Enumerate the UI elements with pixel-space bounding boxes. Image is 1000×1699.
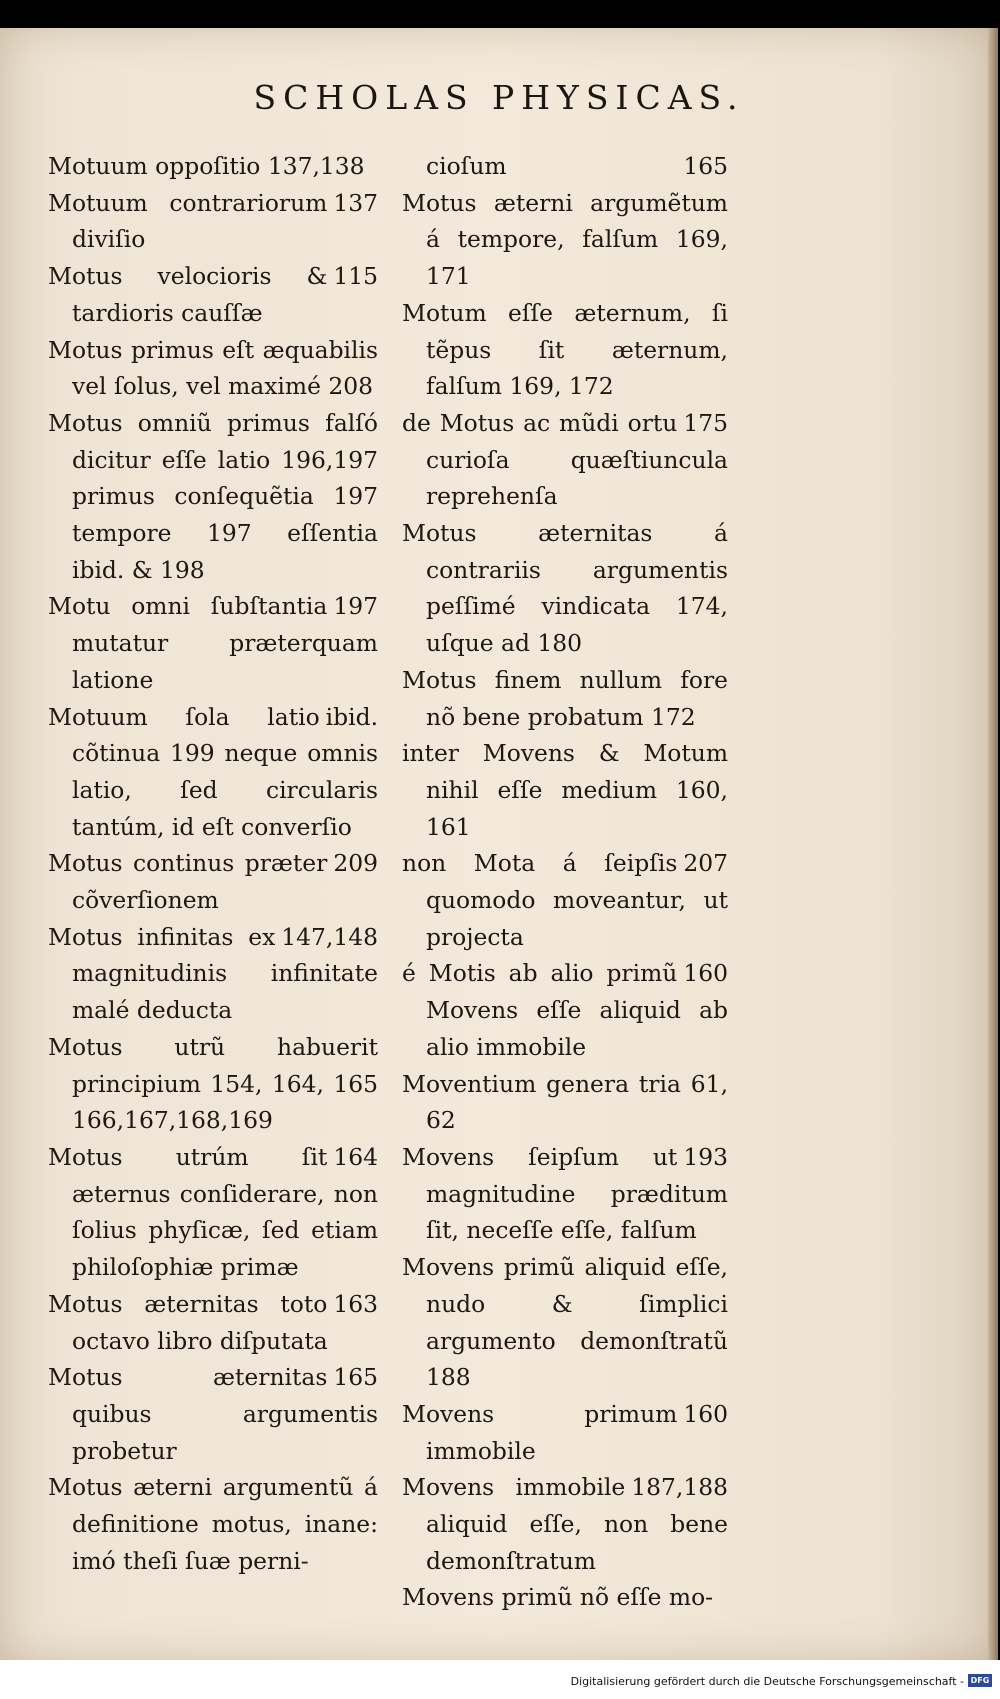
page-reference: 175 [683, 408, 728, 437]
entry-text: é Motis ab alio primũ Movens eſſe aliquid ab alio immobile [402, 959, 728, 1061]
index-entry [48, 332, 378, 405]
page-edge [988, 28, 998, 1660]
entry-text: Motus primus eſt æquabilis vel ſolus, vel maximé 208 [48, 335, 378, 401]
page-reference: 160 [683, 1399, 728, 1428]
entry-text: Motus infinitas ex magnitudinis infinitate malé deducta [48, 922, 378, 1025]
index-entry [48, 1029, 378, 1139]
entry-text: Motus utrúm ſit æternus conſiderare, non ſolius phyſicæ, ſed etiam philoſophiæ primæ [48, 1142, 378, 1282]
index-entry [402, 1396, 728, 1469]
index-entry [402, 1249, 728, 1396]
entry-text: Movens ſeipſum ut magnitudine præditum ſit, neceſſe eſſe, falſum [402, 1142, 728, 1245]
index-entry [402, 295, 728, 405]
book-page [0, 28, 998, 1660]
entry-text: Motus finem nullum fore nõ bene probatum 172 [402, 665, 728, 731]
entry-text: Motuum contrariorum diviſio [48, 188, 328, 254]
index-entry [402, 845, 728, 955]
entry-text: Motus æterni argumẽtum á tempore, falſum 169, 171 [402, 188, 728, 291]
index-entry [48, 258, 378, 331]
entry-text: Movens primũ aliquid eſſe, nudo & ſimplici argumento demonſtratũ 188 [402, 1253, 728, 1392]
index-entry [48, 405, 378, 589]
page-reference: 207 [683, 849, 728, 878]
index-entry [402, 515, 728, 662]
page-reference: 197 [333, 592, 378, 621]
footer-bar [0, 1660, 1000, 1699]
entry-text: Movens primũ nõ eſſe mo- [402, 1583, 714, 1612]
page-reference: 160 [683, 959, 728, 988]
entry-text: Motus utrũ habuerit principium 154, 164, 165 166,167,168,169 [48, 1032, 378, 1135]
index-entry [402, 148, 728, 185]
index-entry [402, 1139, 728, 1249]
index-entry [402, 405, 728, 515]
entry-text: cioſum [426, 152, 507, 180]
index-entry [402, 185, 728, 295]
index-entry [48, 845, 378, 918]
page-reference: 187,188 [631, 1473, 728, 1502]
index-entry [402, 735, 728, 845]
page-reference: ibid. [325, 702, 378, 731]
index-entry [48, 1469, 378, 1579]
page-reference: 115 [333, 262, 378, 291]
entry-text: Movens primum immobile [402, 1399, 678, 1465]
entry-text: Motus velocioris & tardioris cauſſæ [48, 262, 328, 327]
entry-text: Motuum oppoſitio 137,138 [48, 152, 365, 180]
page-reference: 164 [333, 1142, 378, 1171]
page-reference: 193 [683, 1142, 728, 1171]
index-entry [402, 1469, 728, 1579]
index-entry [48, 1286, 378, 1359]
index-entry [48, 148, 378, 185]
entry-text: Motus æternitas toto octavo libro diſputata [48, 1289, 328, 1355]
entry-text: Motus æternitas á contrariis argumentis peſſimé vindicata 174, uſque ad 180 [402, 519, 728, 658]
entry-text: Motum eſſe æternum, ſi tẽpus ſit æternum, falſum 169, 172 [402, 298, 728, 401]
page-reference: 163 [333, 1289, 378, 1318]
entry-text: Motu omni ſubſtantia mutatur præterquam latione [48, 592, 378, 694]
index-entry [48, 1139, 378, 1286]
index-entry [48, 1359, 378, 1469]
index-entry [402, 662, 728, 735]
index-entry [48, 919, 378, 1029]
entry-text: non Mota á ſeipſis quomodo moveantur, ut projecta [402, 849, 728, 951]
page-reference: 147,148 [281, 922, 378, 951]
entry-text: Movens immobile aliquid eſſe, non bene demonſtratum [402, 1473, 728, 1575]
footer-credit: Digitalisierung gefördert durch die Deutsche Forschungsgemeinschaft - [570, 1675, 964, 1688]
index-entry [402, 1579, 728, 1616]
index-entry [402, 1066, 728, 1139]
entry-text: de Motus ac mũdi ortu curioſa quæſtiuncula reprehenſa [402, 408, 728, 511]
dfg-logo-icon: DFG [968, 1674, 992, 1687]
page-reference: 209 [333, 849, 378, 878]
entry-text: inter Movens & Motum nihil eſſe medium 160, 161 [402, 739, 728, 841]
index-entry [402, 955, 728, 1065]
index-entry [48, 588, 378, 698]
entry-text: Moventium genera tria 61, 62 [402, 1069, 728, 1135]
entry-text: Motus continus præter cõverſionem [48, 849, 328, 915]
index-entry [48, 699, 378, 846]
entry-text: Motus æternitas quibus argumentis probetur [48, 1363, 378, 1465]
index-entry [48, 185, 378, 258]
entry-text: Motus æterni argumentũ á definitione motus, inane: imó theſi ſuæ perni- [48, 1473, 378, 1575]
page-reference: 165 [683, 152, 728, 180]
index-column-left [48, 148, 378, 1579]
page-reference: 165 [333, 1363, 378, 1392]
page-reference: 137 [333, 188, 378, 217]
index-column-right [402, 148, 728, 1616]
entry-text: Motus omniũ primus falſó dicitur eſſe latio 196,197 primus conſequẽtia 197 tempore 197 eſſentia ibid. & 198 [48, 408, 378, 584]
running-header: SCHOLAS PHYSICAS. [253, 78, 745, 117]
entry-text: Motuum ſola latio cõtinua 199 neque omnis latio, ſed circularis tantúm, id eſt converſio [48, 702, 378, 841]
